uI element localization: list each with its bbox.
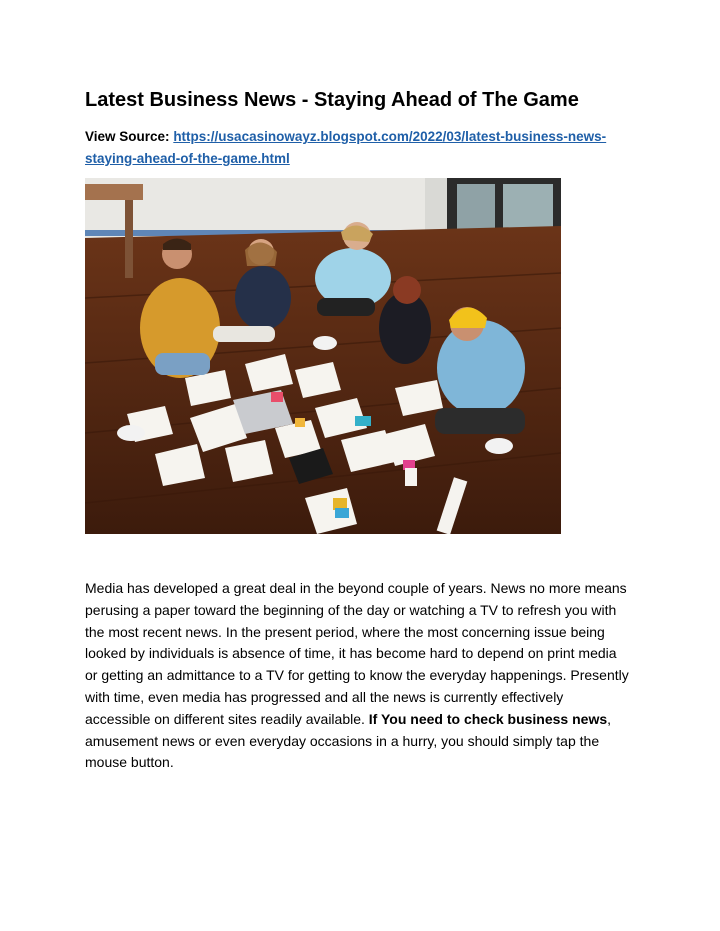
page-title: Latest Business News - Staying Ahead of The Game bbox=[85, 89, 579, 111]
source-link[interactable]: https://usacasinowayz.blogspot.com/2022/03/latest-business-news-staying-ahead-of-the-game.html bbox=[85, 129, 607, 166]
body-paragraph-bold: If You need to check business news bbox=[368, 710, 608, 727]
team-meeting-photo bbox=[85, 178, 561, 534]
body-paragraph bbox=[85, 578, 630, 774]
view-source-line bbox=[85, 126, 645, 170]
body-paragraph-part2: , amusement news or even everyday occasions in a hurry, you should simply tap the mouse button. bbox=[85, 710, 612, 771]
view-source-label: View Source: bbox=[85, 129, 170, 144]
body-paragraph-part1: Media has developed a great deal in the beyond couple of years. News no more means perusing a paper toward the beginning of the day or watching a TV to refresh you with the most recent news. In the present period, where the most concerning issue being looked by individuals is absence of time, it has become hard to depend on print media or getting an admittance to a TV for getting to know the everyday happenings. Presently with time, even media has progressed and all the news is currently effectively accessible on different sites readily available. bbox=[85, 580, 629, 727]
